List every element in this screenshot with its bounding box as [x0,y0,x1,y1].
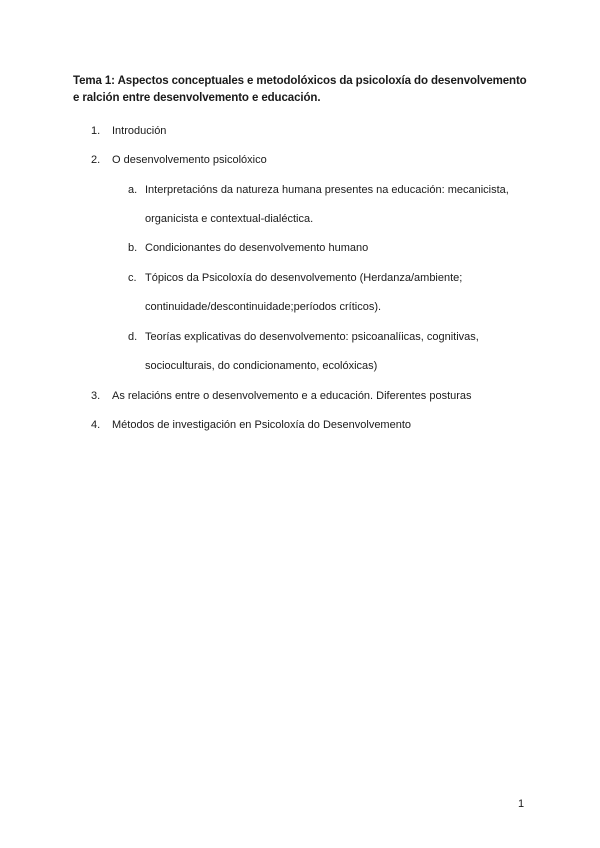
list-item-label: As relacións entre o desenvolvemento e a educación. Diferentes posturas [112,390,472,402]
page-number: 1 [518,798,525,810]
list-item-number: 1. [91,125,101,137]
sublist-item-text: Condicionantes do desenvolvemento humano [145,242,369,254]
list-item-label: O desenvolvemento psicolóxico [112,154,267,166]
sublist-item-text: Tópicos da Psicoloxía do desenvolvemento (Herdanza/ambiente; [145,272,463,284]
list-item-label: Introdución [112,125,167,137]
sublist-item-letter: c. [128,272,137,284]
sublist-item-letter: b. [128,242,138,254]
list-item-label: Métodos de investigación en Psicoloxía do Desenvolvemento [112,419,412,431]
sublist-item-text: organicista e contextual-dialéctica. [145,213,314,225]
list-item-number: 2. [91,154,101,166]
list-item-number: 3. [91,390,101,402]
sublist-item-text: Teorías explicativas do desenvolvemento: psicoanalíicas, cognitivas, [145,331,479,343]
sublist-item-letter: a. [128,184,138,196]
list-item-number: 4. [91,419,101,431]
document-title: Tema 1: Aspectos conceptuales e metodolóxicos da psicoloxía do desenvolvemento e ralción entre desenvolvemento e educación. [73,75,527,104]
sublist-item-text: socioculturais, do condicionamento, ecolóxicas) [145,360,378,372]
sublist-item-text: continuidade/descontinuidade;períodos críticos). [145,301,382,313]
sublist-item-text: Interpretacións da natureza humana presentes na educación: mecanicista, [145,184,509,196]
sublist-item-letter: d. [128,331,138,343]
